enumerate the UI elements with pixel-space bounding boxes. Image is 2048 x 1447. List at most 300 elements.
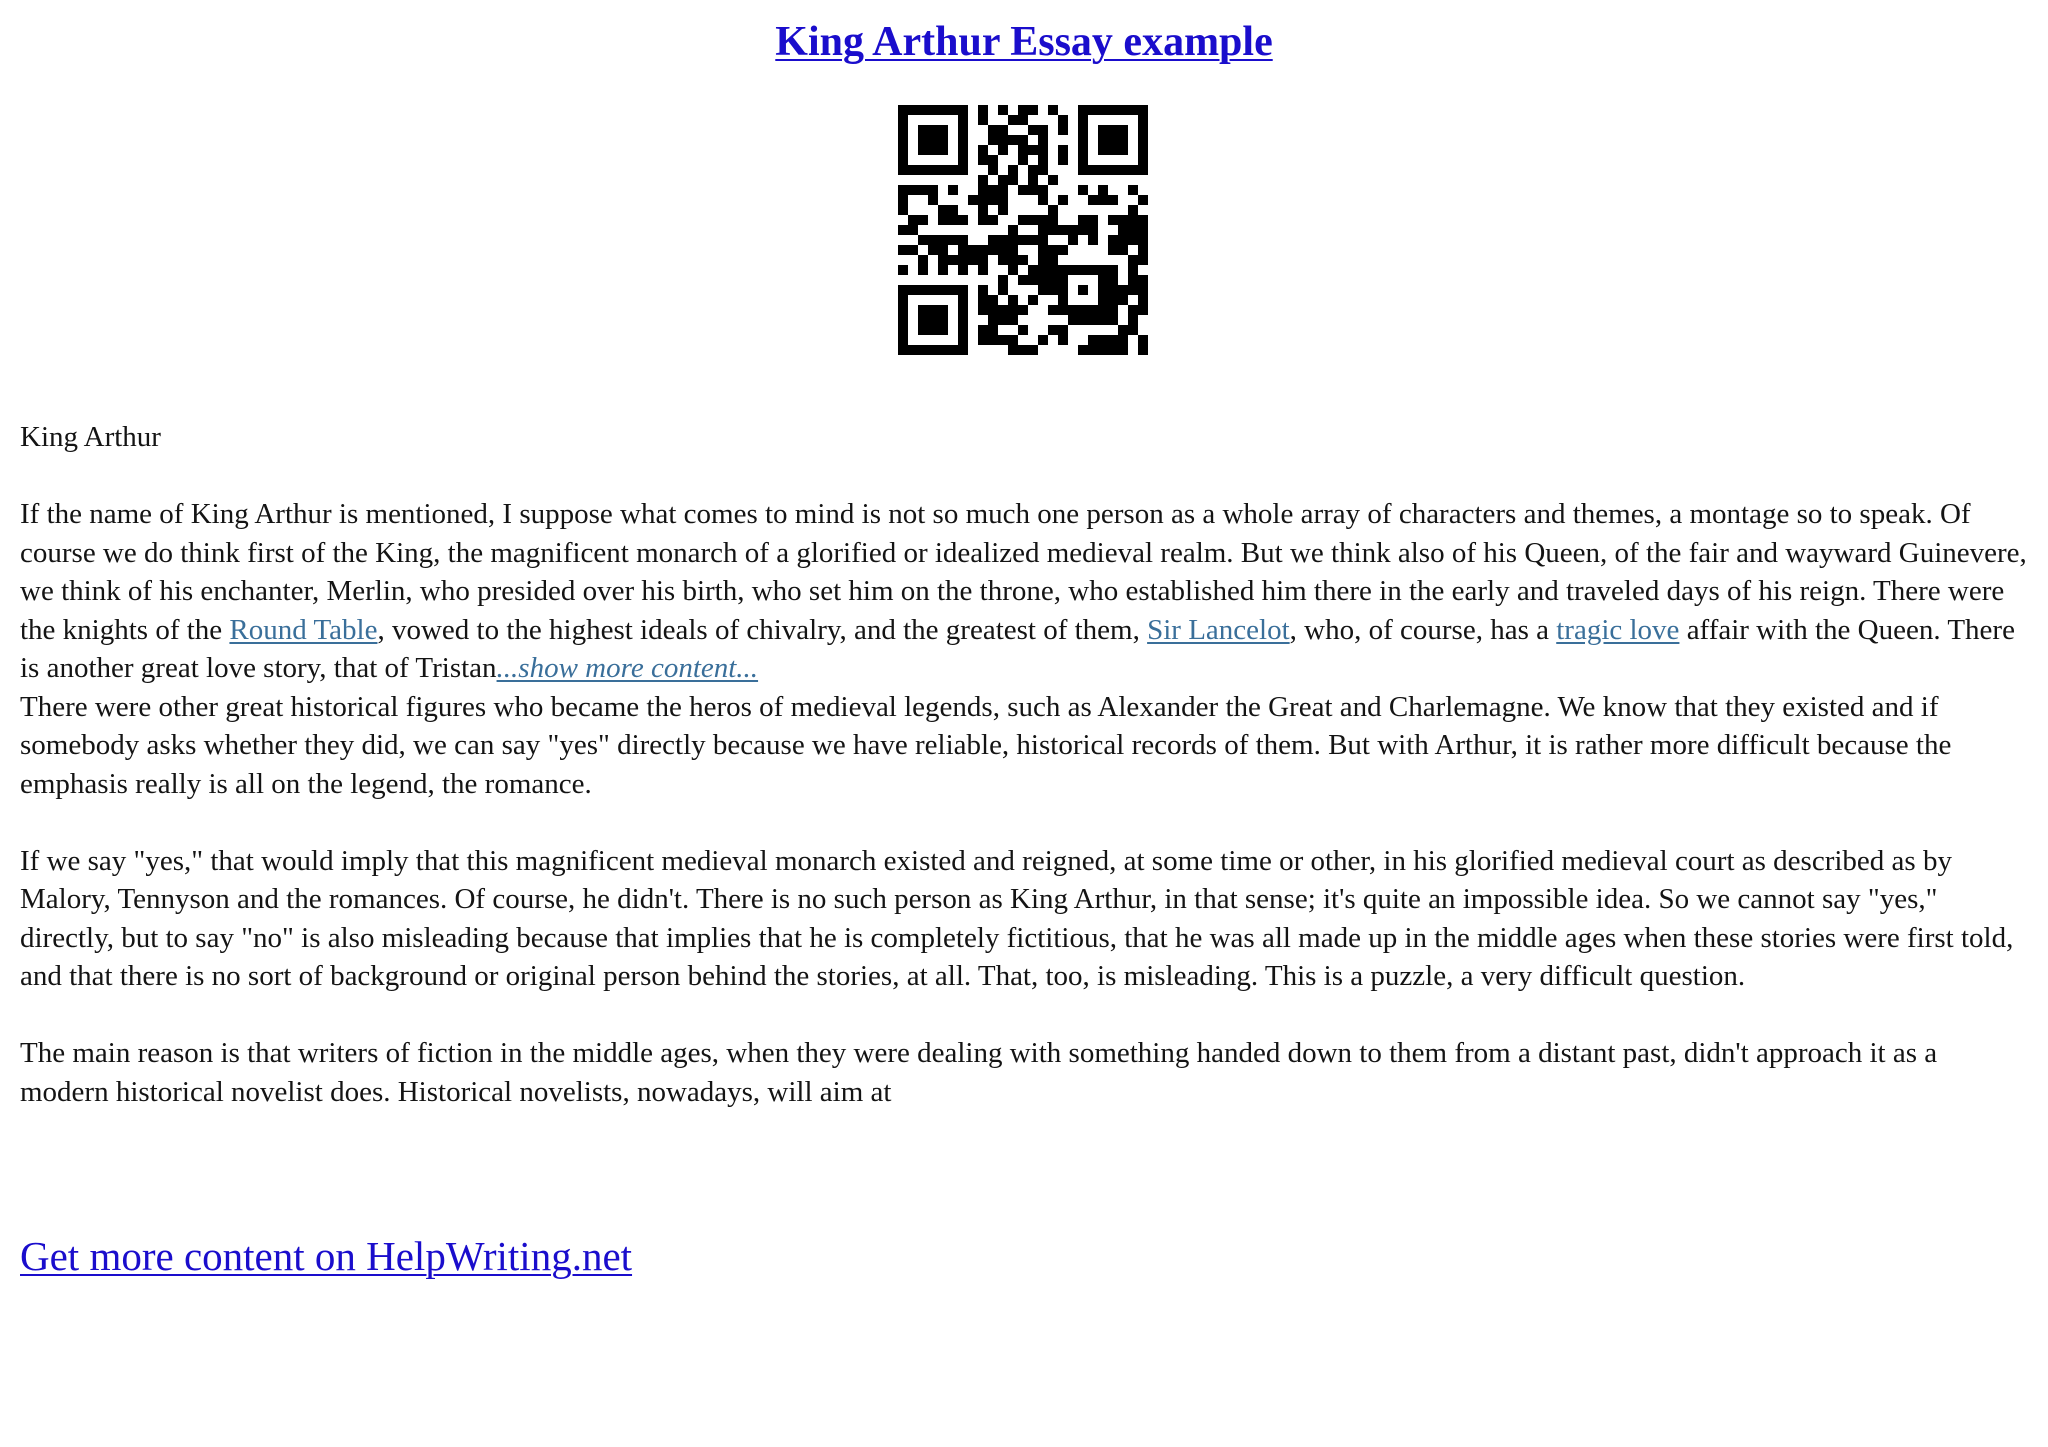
qr-module [1058,125,1068,135]
qr-module [908,285,918,295]
qr-module [998,235,1008,245]
qr-module [898,295,908,305]
qr-module [1018,185,1028,195]
qr-module [1118,235,1128,245]
qr-module [1128,285,1138,295]
qr-module [958,215,968,225]
qr-module [898,165,908,175]
qr-module [1018,345,1028,355]
qr-module [1138,215,1148,225]
qr-module [988,335,998,345]
qr-module [918,165,928,175]
qr-module [988,295,998,305]
qr-module [908,345,918,355]
qr-module [958,165,968,175]
qr-module [898,325,908,335]
qr-module [1128,265,1138,275]
qr-module [928,235,938,245]
qr-module [1118,135,1128,145]
qr-module [1058,115,1068,125]
qr-module [1048,245,1058,255]
qr-module [928,125,938,135]
qr-module [958,155,968,165]
qr-module [1048,305,1058,315]
qr-module [1038,275,1048,285]
qr-module [958,125,968,135]
qr-module [898,315,908,325]
qr-module [988,185,998,195]
paragraph-gap [20,996,2030,1035]
qr-module [1018,305,1028,315]
qr-module [898,225,908,235]
paragraph-1-text-d: affair with the Queen. There is another great love story, that of Tristan [20,613,2015,684]
qr-module [1138,255,1148,265]
qr-module [998,135,1008,145]
qr-module [938,245,948,255]
qr-code-icon [898,105,1148,355]
qr-module [948,215,958,225]
qr-module [958,315,968,325]
qr-module [1138,295,1148,305]
qr-module [1078,115,1088,125]
qr-module [1118,325,1128,335]
qr-module [998,125,1008,135]
qr-module [1028,265,1038,275]
qr-module [1078,215,1088,225]
qr-module [1068,265,1078,275]
qr-module [1048,255,1058,265]
qr-module [1028,275,1038,285]
qr-module [958,145,968,155]
qr-module [1088,165,1098,175]
qr-module [1098,305,1108,315]
qr-module [1098,195,1108,205]
qr-module [988,305,998,315]
qr-module [1048,105,1058,115]
qr-module [908,225,918,235]
qr-module [968,195,978,205]
qr-module [1138,165,1148,175]
qr-module [1068,315,1078,325]
qr-module [1138,245,1148,255]
qr-module [988,215,998,225]
qr-module [1088,235,1098,245]
qr-module [1128,205,1138,215]
qr-module [1118,145,1128,155]
qr-module [978,305,988,315]
qr-module [958,285,968,295]
qr-module [1018,215,1028,225]
qr-module [1038,225,1048,235]
qr-module [1048,325,1058,335]
qr-module [1018,135,1028,145]
qr-module [1058,325,1068,335]
qr-module [988,195,998,205]
qr-module [1008,235,1018,245]
qr-module [1008,305,1018,315]
qr-module [1088,195,1098,205]
paragraph-2: There were other great historical figures who became the heros of medieval legends, such as Alexander the Great and Charlemagne. We know that they existed and if somebody asks whether they did, we can say "yes" directly because we have reliable, historical records of them. But with Arthur, it is rather more difficult because the emphasis really is all on the legend, the romance. [20,690,1952,800]
qr-module [948,255,958,265]
qr-module [1068,225,1078,235]
qr-module [1078,185,1088,195]
qr-module [958,105,968,115]
qr-module [898,345,908,355]
qr-module [928,185,938,195]
qr-module [978,185,988,195]
qr-module [978,115,988,125]
paragraph-3: If we say "yes," that would imply that this magnificent medieval monarch existed and reigned, at some time or other, in his glorified medieval court as described as by Malory, Tennyson and the romances. Of course, he didn't. There is no such person as King Arthur, in that sense; it's quite an impossible idea. So we cannot say "yes," directly, but to say "no" is also misleading because that implies that he is completely fictitious, that he was all made up in the middle ages when these stories were first told, and that there is no sort of background or original person behind the stories, at all. That, too, is misleading. This is a puzzle, a very difficult question. [20,844,2014,992]
document-title-link[interactable]: King Arthur Essay example [775,19,1273,65]
qr-module [918,135,928,145]
qr-module [1118,285,1128,295]
qr-module [898,125,908,135]
qr-module [1058,295,1068,305]
qr-module [1088,215,1098,225]
qr-module [998,145,1008,155]
qr-module [998,275,1008,285]
qr-module [1138,335,1148,345]
qr-module [1008,245,1018,255]
qr-module [1108,105,1118,115]
qr-module [998,195,1008,205]
qr-module [908,105,918,115]
qr-module [1058,335,1068,345]
qr-module [1078,105,1088,115]
qr-module [978,205,988,215]
qr-module [1038,195,1048,205]
qr-module [958,115,968,125]
qr-module [978,325,988,335]
qr-module [958,265,968,275]
qr-module [978,335,988,345]
qr-module [1138,235,1148,245]
qr-module [1048,285,1058,295]
qr-module [1138,155,1148,165]
qr-module [1088,105,1098,115]
qr-module [898,205,908,215]
qr-module [998,185,1008,195]
qr-module [1098,285,1108,295]
qr-module [1038,285,1048,295]
qr-module [1048,225,1058,235]
qr-module [1108,235,1118,245]
qr-module [1108,305,1118,315]
qr-module [948,185,958,195]
round-table-link[interactable]: Round Table [229,613,378,646]
qr-module [958,245,968,255]
qr-module [1058,195,1068,205]
qr-module [1138,345,1148,355]
qr-module [958,255,968,265]
qr-module [938,125,948,135]
qr-module [1018,325,1028,335]
qr-module [1028,295,1038,305]
qr-module [978,155,988,165]
qr-module [1018,115,1028,125]
paragraph-gap [20,803,2030,842]
qr-module [938,105,948,115]
qr-module [1068,235,1078,245]
qr-module [1128,255,1138,265]
qr-module [1118,295,1128,305]
qr-module [938,305,948,315]
qr-module [1098,315,1108,325]
qr-module [928,135,938,145]
qr-module [898,305,908,315]
qr-module [1048,275,1058,285]
qr-module [908,185,918,195]
qr-module [1018,155,1028,165]
qr-module [1118,245,1128,255]
qr-module [898,185,908,195]
qr-module [1068,305,1078,315]
qr-module [1008,345,1018,355]
qr-module [978,215,988,225]
qr-module [1108,145,1118,155]
qr-module [958,345,968,355]
qr-module [958,295,968,305]
qr-module [1108,295,1118,305]
qr-module [1018,105,1028,115]
paragraph-4: The main reason is that writers of fiction in the middle ages, when they were dealing with something handed down to them from a distant past, didn't approach it as a modern historical novelist does. Historical novelists, nowadays, will aim at [20,1037,1938,1108]
qr-module [998,245,1008,255]
qr-module [908,245,918,255]
qr-module [1038,155,1048,165]
qr-module [1108,195,1118,205]
qr-module [988,125,998,135]
qr-module [1018,145,1028,155]
qr-module [1128,215,1138,225]
qr-module [1008,165,1018,175]
qr-module [928,325,938,335]
qr-module [928,315,938,325]
qr-module [1008,225,1018,235]
qr-module [1138,105,1148,115]
qr-module [1078,265,1088,275]
qr-module [928,145,938,155]
qr-module [958,325,968,335]
qr-module [1098,125,1108,135]
qr-module [1028,345,1038,355]
qr-module [898,245,908,255]
qr-module [1108,315,1118,325]
qr-module [998,105,1008,115]
paragraph-1-text-c: , who, of course, has a [1289,613,1557,646]
qr-module [898,115,908,125]
show-more-link[interactable]: ...show more content... [496,652,759,684]
qr-module [1118,215,1128,225]
qr-module [958,135,968,145]
qr-module [938,265,948,275]
qr-module [958,305,968,315]
qr-module [1118,125,1128,135]
qr-module [1028,175,1038,185]
qr-module [1128,165,1138,175]
qr-module [1138,145,1148,155]
qr-module [918,345,928,355]
qr-module [1078,155,1088,165]
get-more-content-link[interactable]: Get more content on HelpWriting.net [20,1233,633,1279]
qr-module [948,235,958,245]
qr-module [898,145,908,155]
qr-module [908,215,918,225]
qr-module [898,195,908,205]
qr-module [1078,305,1088,315]
qr-module [1008,265,1018,275]
qr-module [1088,315,1098,325]
sir-lancelot-link[interactable]: Sir Lancelot [1147,613,1290,646]
qr-module [1038,135,1048,145]
qr-module [1058,145,1068,155]
qr-module [1078,315,1088,325]
qr-module [978,295,988,305]
qr-module [1098,295,1108,305]
qr-module [1128,235,1138,245]
qr-module [928,345,938,355]
qr-module [938,325,948,335]
qr-module [1078,135,1088,145]
qr-module [918,185,928,195]
qr-module [1028,215,1038,225]
qr-module [978,265,988,275]
qr-module [1138,305,1148,315]
qr-module [1018,235,1028,245]
qr-module [1128,315,1138,325]
qr-module [1088,345,1098,355]
qr-module [918,145,928,155]
qr-module [938,135,948,145]
qr-module [1058,245,1068,255]
qr-module [988,235,998,245]
qr-module [1138,285,1148,295]
qr-module [898,105,908,115]
qr-module [1058,265,1068,275]
qr-module [998,305,1008,315]
qr-module [918,125,928,135]
qr-module [928,165,938,175]
qr-module [898,155,908,165]
qr-module [1108,275,1118,285]
qr-module [1048,175,1058,185]
qr-module [1118,335,1128,345]
qr-module [968,255,978,265]
qr-module [988,155,998,165]
qr-module [1038,245,1048,255]
qr-module [1038,215,1048,225]
qr-module [918,285,928,295]
qr-module [1038,235,1048,245]
qr-module [1108,335,1118,345]
qr-module [1088,305,1098,315]
essay-heading: King Arthur [20,421,161,453]
qr-module [1008,135,1018,145]
qr-module [1128,225,1138,235]
qr-module [988,325,998,335]
qr-module [1008,255,1018,265]
qr-module [1088,335,1098,345]
qr-module [1078,165,1088,175]
qr-module [968,245,978,255]
qr-module [998,205,1008,215]
qr-module [1058,285,1068,295]
tragic-love-link[interactable]: tragic love [1556,613,1680,646]
qr-module [1018,255,1028,265]
paragraph-1-text-a: If the name of King Arthur is mentioned, I suppose what comes to mind is not so much one person as a whole array of characters and themes, a montage so to speak. Of course we do think first of the King, the magnificent monarch of a glorified or idealized medieval realm. But we think also of his Queen, of the fair and wayward Guinevere, we think of his enchanter, Merlin, who presided over his birth, who set him on the throne, who established him there in the early and traveled days of his reign. There were the knights of the [20,498,2027,646]
qr-module [948,285,958,295]
paragraph-1 [20,495,2030,688]
qr-module [1138,195,1148,205]
qr-module [938,315,948,325]
qr-module [988,135,998,145]
qr-module [1118,165,1128,175]
qr-module [1118,225,1128,235]
qr-module [1108,215,1118,225]
qr-module [918,315,928,325]
qr-module [928,195,938,205]
qr-module [928,245,938,255]
qr-module [1108,345,1118,355]
qr-module [1028,235,1038,245]
qr-module [1038,335,1048,345]
qr-module [928,305,938,315]
qr-module [1128,185,1138,195]
qr-module [1138,225,1148,235]
qr-module [978,285,988,295]
qr-module [1118,345,1128,355]
essay-body [20,418,2030,1111]
qr-module [918,305,928,315]
qr-module [1078,285,1088,295]
qr-module [1058,305,1068,315]
qr-module [1108,285,1118,295]
qr-module [1038,265,1048,275]
qr-module [998,285,1008,295]
qr-module [948,345,958,355]
qr-module [1048,265,1058,275]
qr-module [988,315,998,325]
qr-module [938,165,948,175]
qr-module [918,215,928,225]
qr-module [1128,305,1138,315]
qr-module [988,165,998,175]
qr-module [938,145,948,155]
qr-module [918,255,928,265]
qr-module [918,265,928,275]
qr-module [978,175,988,185]
qr-module [978,245,988,255]
qr-module [998,335,1008,345]
qr-module [938,235,948,245]
qr-module [958,335,968,345]
qr-module [1028,125,1038,135]
qr-module [928,285,938,295]
qr-module [1038,125,1048,135]
qr-module [1008,335,1018,345]
qr-module [1098,275,1108,285]
qr-module [1138,135,1148,145]
qr-module [1078,225,1088,235]
qr-module [1058,155,1068,165]
qr-module [1008,175,1018,185]
qr-module [1098,165,1108,175]
qr-module [948,105,958,115]
title-container [0,18,2048,66]
qr-module [938,215,948,225]
qr-module [1038,255,1048,265]
qr-module [938,255,948,265]
qr-module [1098,345,1108,355]
